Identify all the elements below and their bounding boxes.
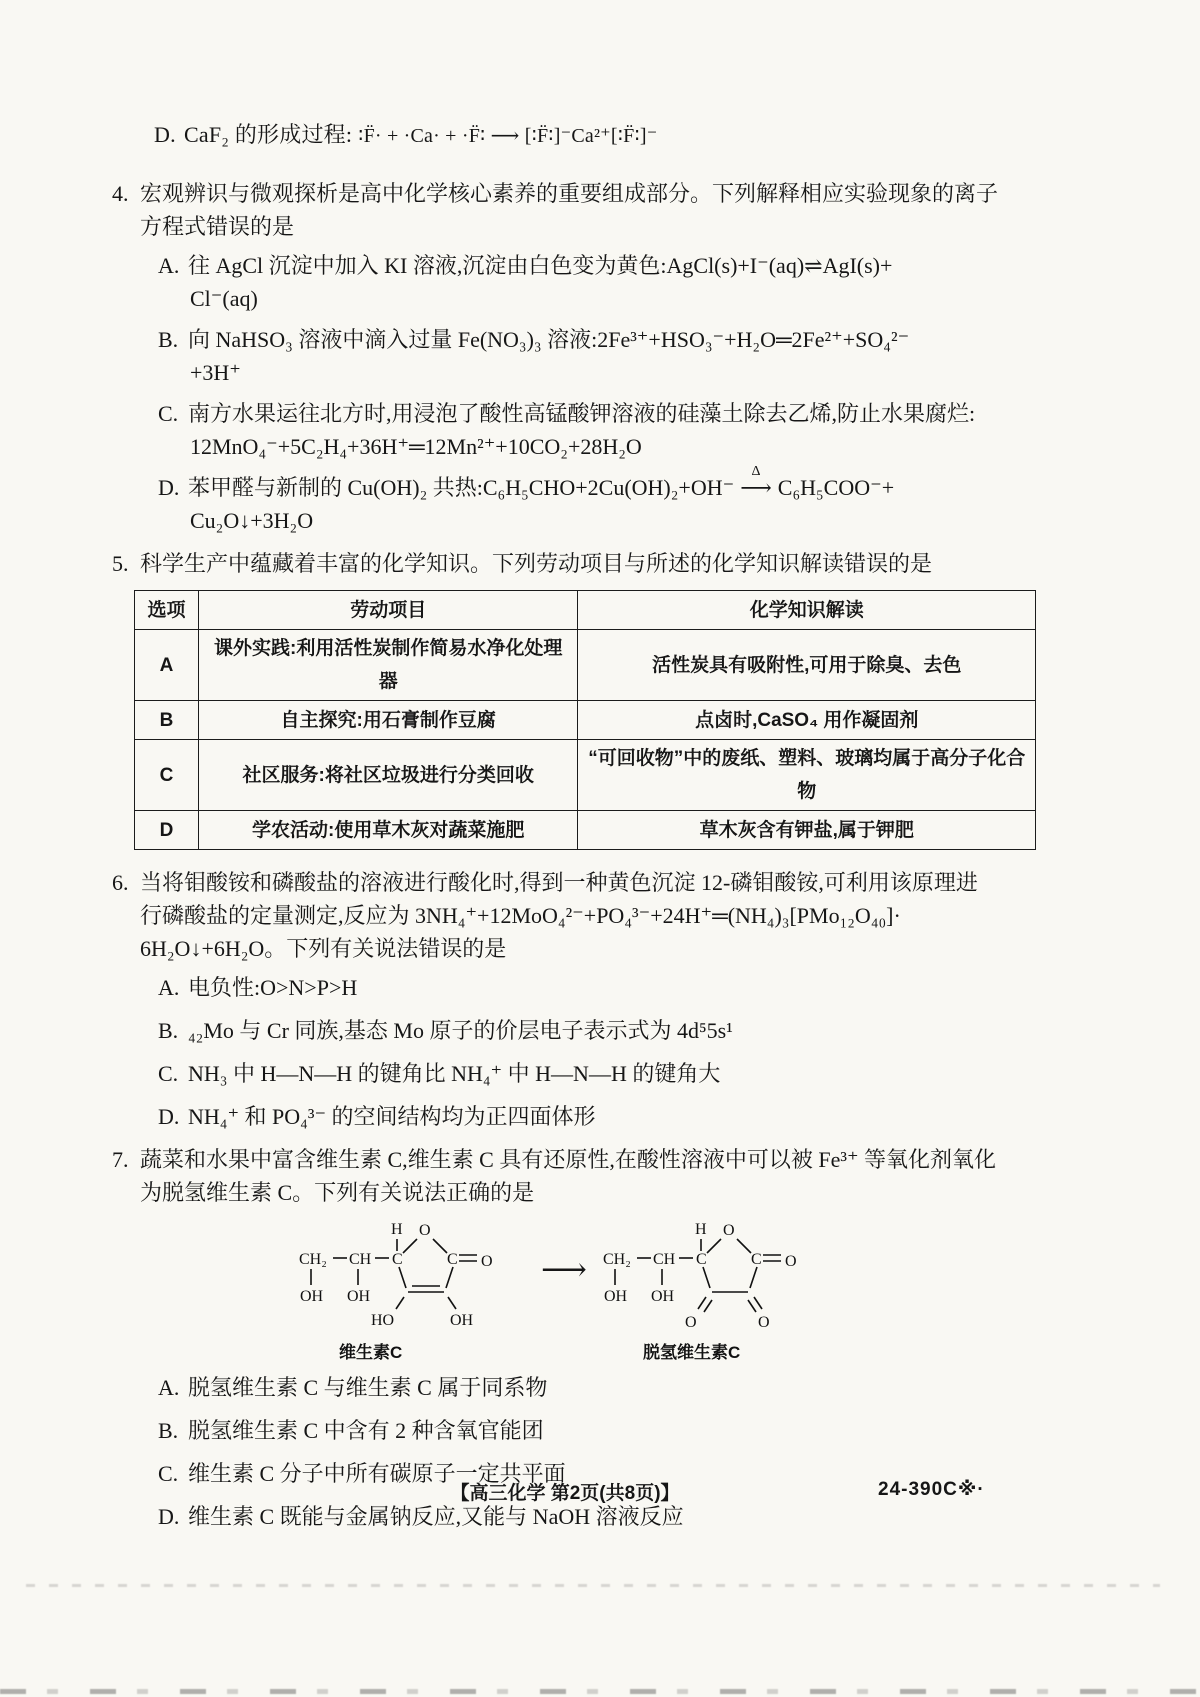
- atom-label: C: [695, 1251, 707, 1268]
- option-label: D.: [154, 122, 176, 147]
- option-label: D.: [158, 475, 180, 500]
- option-line: [112, 323, 1078, 356]
- atom-label: O: [784, 1253, 797, 1270]
- stem-line: [112, 177, 1078, 210]
- atom-label: C: [447, 1251, 458, 1268]
- stem-text: 科学生产中蕴藏着丰富的化学知识。下列劳动项目与所述的化学知识解读错误的是: [140, 551, 933, 576]
- table-cell: 草木灰含有钾盐,属于钾肥: [578, 811, 1036, 850]
- table-cell: D: [135, 811, 199, 850]
- question-5-table: [134, 590, 1036, 850]
- page-footer: [0, 1478, 1200, 1508]
- question-5-stem: [112, 547, 1078, 580]
- delta-heated-arrow: [740, 464, 772, 504]
- stem-line: [112, 547, 1078, 580]
- atom-label: O: [722, 1222, 735, 1239]
- table-row: [135, 811, 1036, 850]
- table-cell: A: [135, 630, 199, 701]
- option-line: [112, 464, 1078, 504]
- option-label: C.: [158, 401, 179, 426]
- atom-label: CH: [652, 1251, 676, 1268]
- option-text: 苯甲醛与新制的 Cu(OH)₂ 共热:C₆H₅CHO+2Cu(OH)₂+OH⁻: [188, 475, 735, 500]
- option-label: B.: [158, 327, 179, 352]
- scan-artifact: [0, 1689, 1200, 1694]
- column-header: 化学知识解读: [578, 591, 1036, 630]
- question-number: 6.: [112, 870, 129, 895]
- stem-line: 行磷酸盐的定量测定,反应为 3NH₄⁺+12MoO₄²⁻+PO₄³⁻+24H⁺═(NH₄)₃[PMo₁₂O₄₀]·: [140, 903, 901, 928]
- option-text: NH₄⁺ 和 PO₄³⁻ 的空间结构均为正四面体形: [188, 1104, 596, 1129]
- scan-artifact: [26, 1584, 1160, 1587]
- option-text: 往 AgCl 沉淀中加入 KI 溶液,沉淀由白色变为黄色:AgCl(s)+I⁻(aq)⇌AgI(s)+: [188, 253, 893, 278]
- option-text: 脱氢维生素 C 与维生素 C 属于同系物: [188, 1375, 548, 1400]
- atom-label: O: [684, 1314, 697, 1331]
- question-4-stem: [112, 177, 1078, 243]
- table-cell: 点卤时,CaSO₄ 用作凝固剂: [578, 701, 1036, 740]
- footer-page-info: 【高三化学 第2页(共8页)】: [450, 1483, 680, 1504]
- option-text: 电负性:O>N>P>H: [188, 975, 358, 1000]
- option-line: +3H⁺: [190, 360, 241, 385]
- option-text: 维生素 C 分子中所有碳原子一定共平面: [188, 1461, 566, 1486]
- table-cell: 课外实践:利用活性炭制作简易水净化处理器: [198, 630, 578, 701]
- option-text: 向 NaHSO₃ 溶液中滴入过量 Fe(NO₃)₃ 溶液:2Fe³⁺+HSO₃⁻+H₂O═2Fe²⁺+SO₄²⁻: [188, 327, 910, 352]
- option-text: 维生素 C 既能与金属钠反应,又能与 NaOH 溶液反应: [188, 1504, 684, 1529]
- lewis-structure: ∶F̈· + ·Ca· + ·F̈∶ ⟶ [∶F̈∶]⁻Ca²⁺[∶F̈∶]⁻: [358, 125, 658, 147]
- option-d: [112, 464, 1078, 537]
- question-5: [112, 547, 1078, 850]
- bond-lines: [311, 1239, 477, 1309]
- stem-line: 6H₂O↓+6H₂O。下列有关说法错误的是: [140, 936, 507, 961]
- atom-label: O: [419, 1222, 431, 1239]
- column-header: 劳动项目: [198, 591, 578, 630]
- table-cell: 活性炭具有吸附性,可用于除臭、去色: [578, 630, 1036, 701]
- table-row: [135, 701, 1036, 740]
- stem-text: 蔬菜和水果中富含维生素 C,维生素 C 具有还原性,在酸性溶液中可以被 Fe³⁺ 等氧化剂氧化: [140, 1147, 997, 1172]
- question-6: [112, 866, 1078, 1133]
- reaction-arrow-icon: ⟶: [740, 475, 772, 500]
- option-label: A.: [158, 975, 180, 1000]
- option-text: CaF₂ 的形成过程:: [184, 122, 353, 147]
- atom-label: OH: [300, 1288, 324, 1305]
- structure-caption: 维生素C: [339, 1343, 403, 1362]
- bond-lines: [615, 1239, 781, 1312]
- atom-label: C: [750, 1251, 762, 1268]
- table-cell: C: [135, 740, 199, 811]
- exam-content: [112, 118, 1078, 1543]
- question-7-stem: [112, 1143, 1078, 1209]
- table-cell: 学农活动:使用草木灰对蔬菜施肥: [198, 811, 578, 850]
- atom-label: H: [694, 1221, 707, 1238]
- dehydro-vitamin-c-structure: [601, 1215, 831, 1365]
- reaction-arrow-icon: ⟶: [541, 1251, 587, 1287]
- table-cell: 自主探究:用石膏制作豆腐: [198, 701, 578, 740]
- option-b: [112, 1014, 1078, 1047]
- option-label: A.: [158, 253, 180, 278]
- option-label: B.: [158, 1018, 179, 1043]
- option-text: C₆H₅COO⁻+: [777, 475, 895, 500]
- option-label: A.: [158, 1375, 180, 1400]
- option-line: Cl⁻(aq): [190, 286, 258, 311]
- vitamin-c-reaction-figure: [297, 1215, 1078, 1365]
- table-row: [135, 630, 1036, 701]
- atom-label: O: [481, 1253, 493, 1270]
- atom-label: OH: [347, 1288, 371, 1305]
- table-row: [135, 740, 1036, 811]
- stem-line: 为脱氢维生素 C。下列有关说法正确的是: [140, 1180, 535, 1205]
- delta-symbol: Δ: [751, 464, 761, 479]
- option-b: [112, 323, 1078, 389]
- atom-label: CH: [349, 1251, 372, 1268]
- option-label: D.: [158, 1104, 180, 1129]
- option-line: Cu₂O↓+3H₂O: [190, 508, 314, 533]
- vitamin-c-structure: [297, 1215, 527, 1365]
- option-label: C.: [158, 1061, 179, 1086]
- question-3-option-d: [112, 118, 1078, 153]
- atom-label: OH: [650, 1288, 674, 1305]
- column-header: 选项: [135, 591, 199, 630]
- footer-paper-code: 24-390C※·: [878, 1479, 985, 1500]
- atom-label: OH: [603, 1288, 627, 1305]
- option-a: [112, 1371, 1078, 1404]
- stem-line: 方程式错误的是: [140, 214, 295, 239]
- option-a: [112, 249, 1078, 315]
- option-label: C.: [158, 1461, 179, 1486]
- option-d: [112, 1100, 1078, 1133]
- atom-labels: [603, 1221, 797, 1331]
- question-number: 5.: [112, 551, 129, 576]
- stem-line: [112, 866, 1078, 899]
- table-cell: B: [135, 701, 199, 740]
- option-line: [112, 249, 1078, 282]
- atom-label: OH: [450, 1312, 474, 1329]
- option-text: 南方水果运往北方时,用浸泡了酸性高锰酸钾溶液的硅藻土除去乙烯,防止水果腐烂:: [188, 401, 976, 426]
- stem-text: 当将钼酸铵和磷酸盐的溶液进行酸化时,得到一种黄色沉淀 12-磷钼酸铵,可利用该原理进: [140, 870, 978, 895]
- option-text: NH₃ 中 H—N—H 的键角比 NH₄⁺ 中 H—N—H 的键角大: [188, 1061, 721, 1086]
- question-number: 7.: [112, 1147, 129, 1172]
- atom-label: HO: [371, 1312, 395, 1329]
- structure-caption: 脱氢维生素C: [642, 1343, 741, 1362]
- atom-label: H: [391, 1221, 403, 1238]
- option-label: D.: [158, 1504, 180, 1529]
- option-b: [112, 1414, 1078, 1447]
- question-6-stem: [112, 866, 1078, 965]
- question-7: [112, 1143, 1078, 1533]
- table-header-row: [135, 591, 1036, 630]
- option-line: 12MnO₄⁻+5C₂H₄+36H⁺═12Mn²⁺+10CO₂+28H₂O: [190, 434, 642, 459]
- table-cell: 社区服务:将社区垃圾进行分类回收: [198, 740, 578, 811]
- atom-label: CH₂: [602, 1251, 631, 1268]
- stem-text: 宏观辨识与微观探析是高中化学核心素养的重要组成部分。下列解释相应实验现象的离子: [140, 181, 999, 206]
- option-text: 脱氢维生素 C 中含有 2 种含氧官能团: [188, 1418, 544, 1443]
- option-a: [112, 971, 1078, 1004]
- atom-label: CH₂: [299, 1251, 327, 1268]
- option-label: B.: [158, 1418, 179, 1443]
- option-text: ₄₂Mo 与 Cr 同族,基态 Mo 原子的价层电子表示式为 4d⁵5s¹: [188, 1018, 733, 1043]
- question-4: [112, 177, 1078, 537]
- option-c: [112, 1057, 1078, 1090]
- stem-line: [112, 1143, 1078, 1176]
- atom-label: O: [757, 1314, 770, 1331]
- option-line: [112, 397, 1078, 430]
- question-number: 4.: [112, 181, 129, 206]
- atom-labels: [299, 1221, 493, 1329]
- table-cell: “可回收物”中的废纸、塑料、玻璃均属于高分子化合物: [578, 740, 1036, 811]
- option-c: [112, 397, 1078, 463]
- atom-label: C: [392, 1251, 403, 1268]
